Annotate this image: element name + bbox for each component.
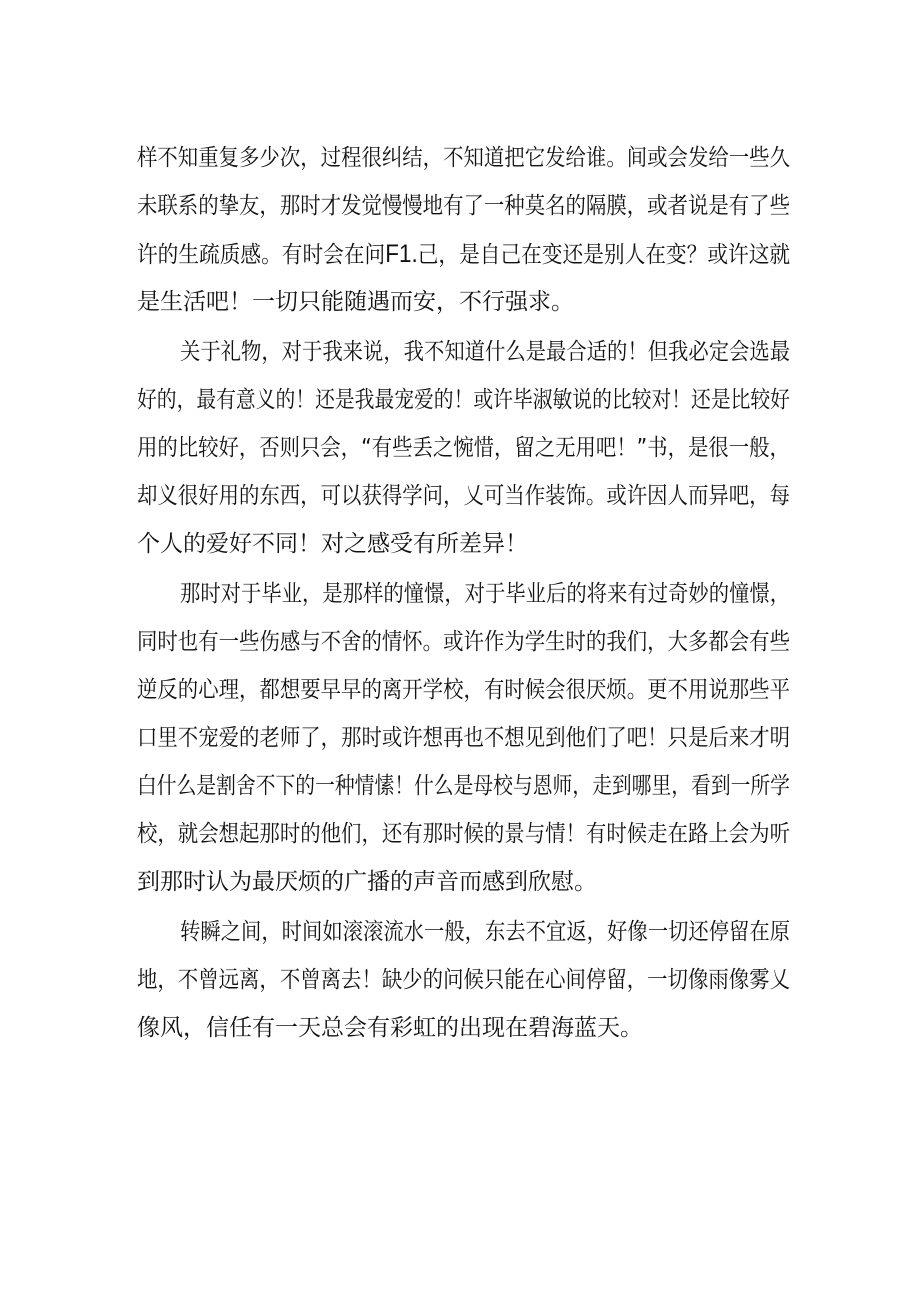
text-line [137,234,790,274]
text-line: 个人的爱好不同！对之感受有所差异！ [137,531,528,557]
text-line: 却义很好用的东西，可以获得学问，乂可当作装饰。或许因人而异吧，每 [137,483,790,509]
text-segment: 己，是自己在变还是别人在变？或许这就 [417,242,791,268]
ocr-artifact-text: F1. [385,240,418,268]
text-line: 校，就会想起那时的他们，还有那时候的景与情！有时候走在路上会为听 [137,821,790,847]
text-line: 转瞬之间，时间如滚滚流水一般，东去不宜返，好像一切还停留在原 [180,919,791,945]
text-line: 像风，信任有一天总会有彩虹的出现在碧海蓝天。 [137,1015,643,1041]
text-line: 口里不宠爱的老师了，那时或许想再也不想见到他们了吧！只是后来才明 [137,725,790,751]
text-line: 逆反的心理，都想要早早的离开学校，有时候会很厌烦。更不用说那些平 [137,677,790,703]
text-segment: 许的生疏质感。有时会在问 [137,242,386,268]
text-line: 那时对于毕业，是那样的憧憬，对于毕业后的将来有过奇妙的憧憬， [180,581,791,607]
text-line: 到那时认为最厌烦的广播的声音而感到欣慰。 [137,869,597,895]
text-line: 关于礼物，对于我来说，我不知道什么是最合适的！但我必定会选最 [180,339,791,365]
text-line: 好的，最有意义的！还是我最宠爱的！或许毕淑敏说的比较对！还是比较好 [137,387,790,413]
text-line: 白什么是割舍不下的一种情愫！什么是母校与恩师，走到哪里，看到一所学 [137,773,790,799]
text-line: 是生活吧！一切只能随遇而安，不行强求。 [137,289,574,315]
text-line: 用的比较好，否则只会，“有些丢之惋惜，留之无用吧！”书，是很一般， [137,435,790,461]
text-line: 未联系的挚友，那时才发觉慢慢地有了一种莫名的隔膜，或者说是有了些 [137,193,790,219]
text-line: 地，不曾远离，不曾离去！缺少的问候只能在心间停留，一切像雨像雾乂 [137,967,790,993]
text-line: 样不知重复多少次，过程很纠结，不知道把它发给谁。间或会发给一些久 [137,145,790,171]
text-line: 同时也有一些伤感与不舍的情怀。或许作为学生时的我们，大多都会有些 [137,629,790,655]
